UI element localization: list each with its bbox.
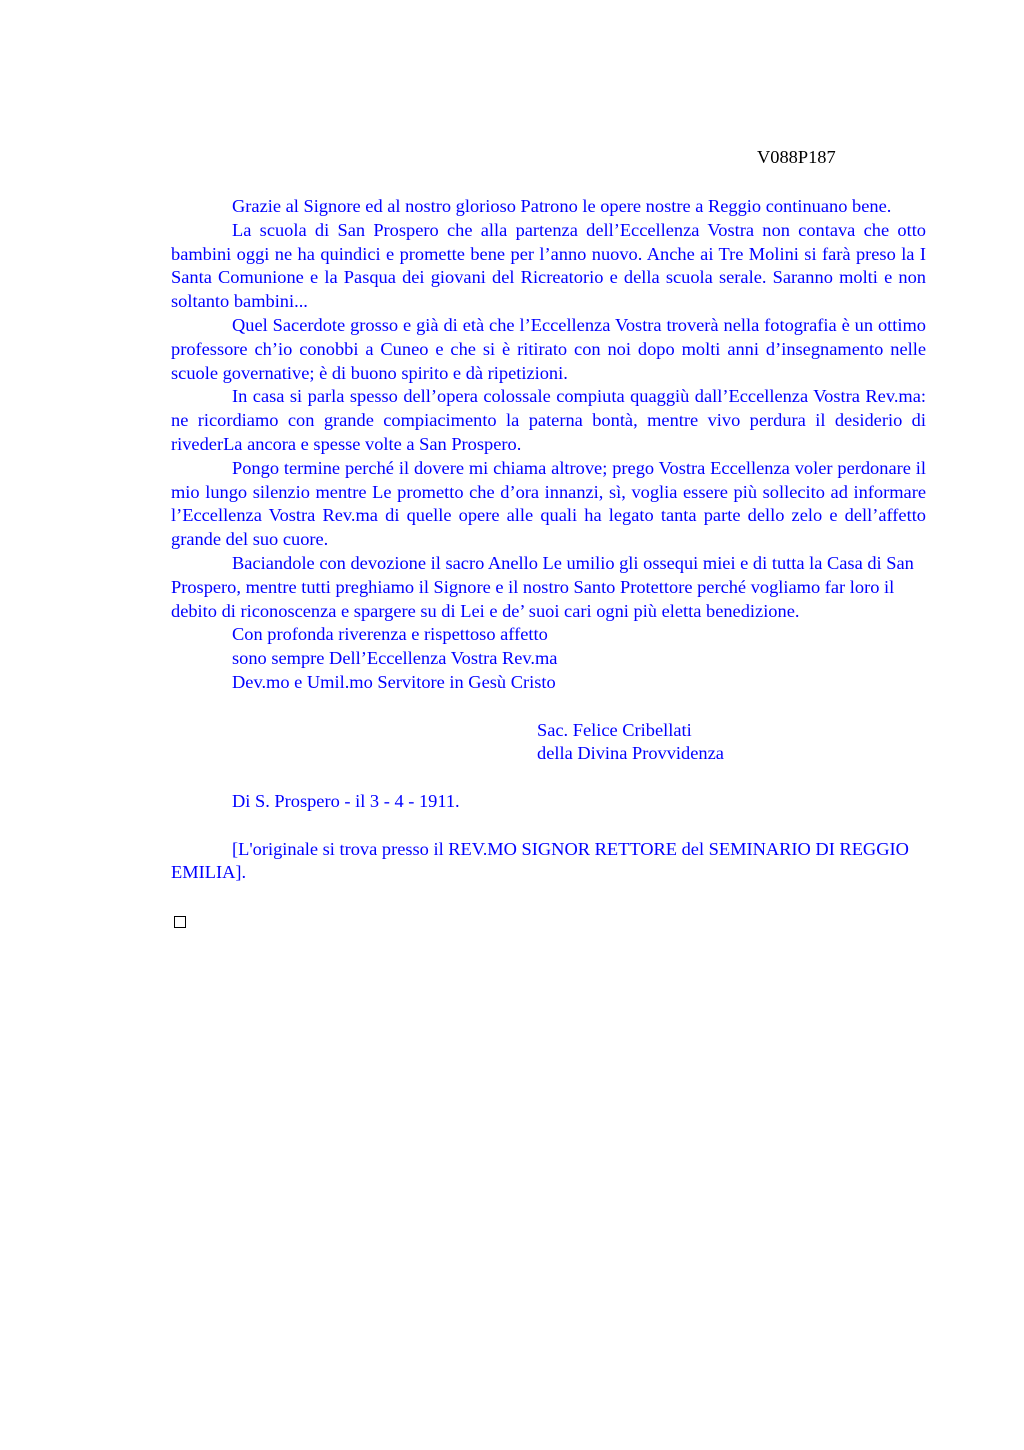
- paragraph: In casa si parla spesso dell’opera colossale compiuta quaggiù dall’Eccellenza Vostra Rev.ma: ne ricordiamo con grande compiacimento la paterna bontà, mentre vivo perdura il desiderio di rivederLa ancora e spesse volte a San Prospero.: [171, 386, 926, 454]
- closing-line: Con profonda riverenza e rispettoso affetto: [232, 624, 548, 645]
- closing-line: Dev.mo e Umil.mo Servitore in Gesù Cristo: [232, 671, 556, 692]
- spacer: [171, 695, 926, 719]
- spacer: [171, 885, 926, 909]
- spacer: [171, 766, 926, 790]
- end-square-icon: [174, 916, 186, 928]
- letter-body: [171, 195, 926, 928]
- archive-note: [L'originale si trova presso il REV.MO SIGNOR RETTORE del SEMINARIO DI REGGIO EMILIA].: [171, 838, 909, 883]
- signature-name: Sac. Felice Cribellati: [537, 719, 692, 740]
- spacer: [171, 814, 926, 838]
- paragraph: La scuola di San Prospero che alla partenza dell’Eccellenza Vostra non contava che otto bambini oggi ne ha quindici e promette bene per l’anno nuovo. Anche ai Tre Molini si farà preso la I Santa Comunione e la Pasqua dei giovani del Ricreatorio e della scuola serale. Saranno molti e non soltanto bambini...: [171, 219, 926, 312]
- paragraph: Pongo termine perché il dovere mi chiama altrove; prego Vostra Eccellenza voler perdonare il mio lungo silenzio mentre Le prometto che d’ora innanzi, sì, voglia essere più sollecito ad informare l’Eccellenza Vostra Rev.ma di quelle opere alle quali ha legato tanta parte dello zelo e dell’affetto grande del suo cuore.: [171, 457, 926, 550]
- closing-line: sono sempre Dell’Eccellenza Vostra Rev.ma: [232, 648, 558, 669]
- paragraph: Baciandole con devozione il sacro Anello Le umilio gli ossequi miei e di tutta la Casa di San Prospero, mentre tutti preghiamo il Signore e il nostro Santo Protettore perché vogliamo far loro il debito di riconoscenza e spargere su di Lei e de’ suoi cari ogni più eletta benedizione.: [171, 552, 914, 621]
- signature-congregation: della Divina Provvidenza: [537, 743, 724, 764]
- paragraph: Quel Sacerdote grosso e già di età che l’Eccellenza Vostra troverà nella fotografia è un ottimo professore ch’io conobbi a Cuneo e che si è ritirato con noi dopo molti anni d’insegnamento nelle scuole governative; è di buono spirito e dà ripetizioni.: [171, 314, 926, 383]
- letter-date: Di S. Prospero - il 3 - 4 - 1911.: [232, 790, 460, 811]
- paragraph: Grazie al Signore ed al nostro glorioso Patrono le opere nostre a Reggio continuano bene.: [232, 196, 892, 216]
- page-id: V088P187: [757, 147, 836, 167]
